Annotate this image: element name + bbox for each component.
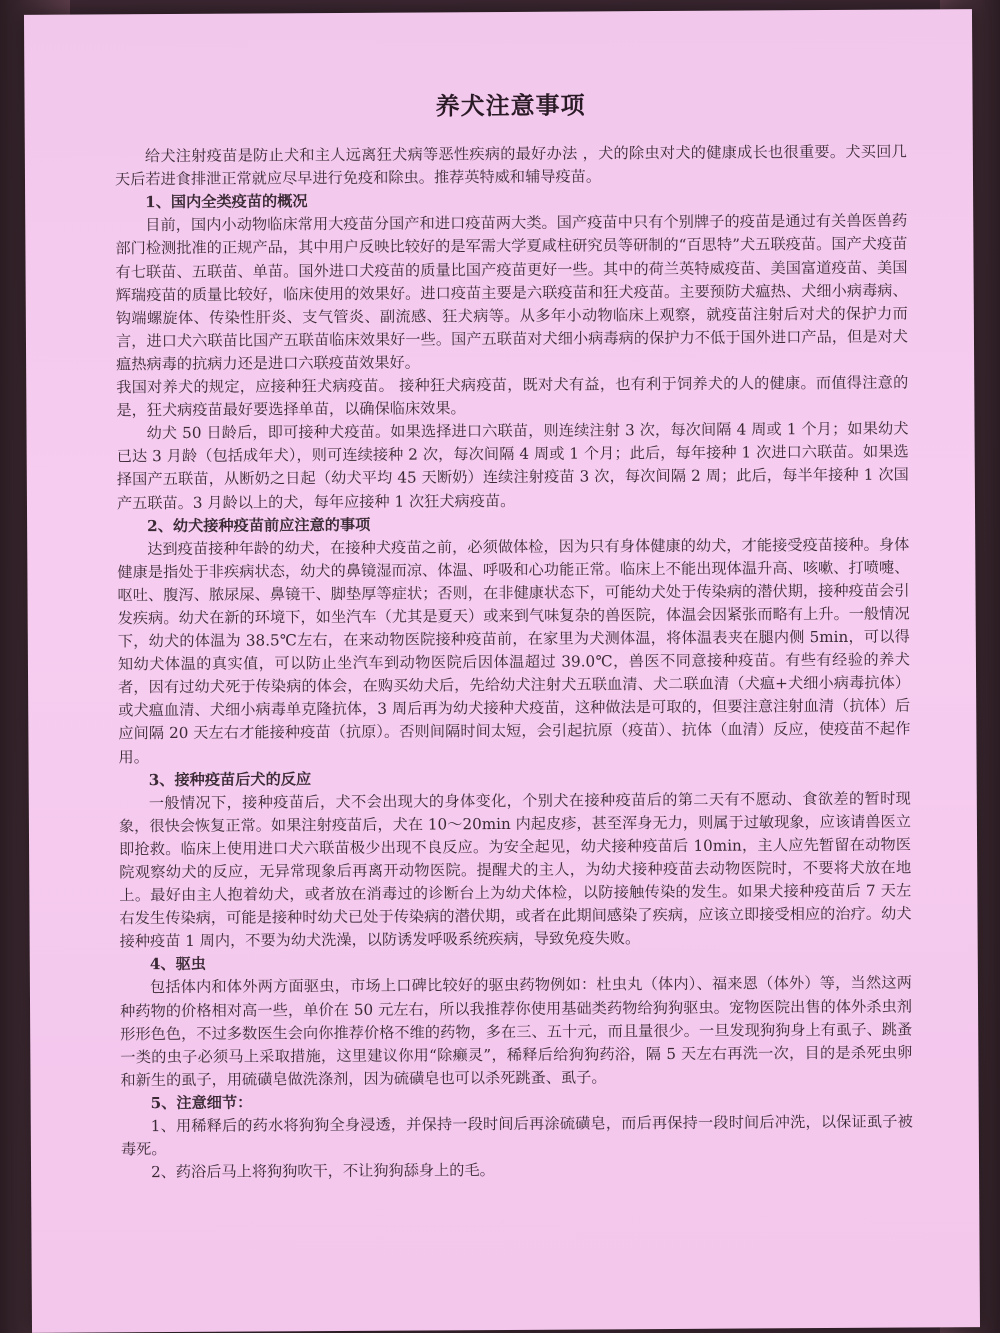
- section-paragraph: 幼犬 50 日龄后，即可接种犬疫苗。如果选择进口六联苗，则连续注射 3 次，每次间隔 4 周或 1 个月；如果幼犬已达 3 月龄（包括成年犬），则可连续接种 2 次，每次间隔 4 周或 1 个月；此后，每年接种 1 次进口六联苗。如果选择国产五联苗，从断奶之日起（幼犬平均 45 天断奶）连续注射疫苗 3 次，每次间隔 2 周；此后，每半年接种 1 次国产五联苗。3 月龄以上的犬，每年应接种 1 次狂犬病疫苗。: [116, 419, 909, 512]
- section-heading: 3、接种疫苗后犬的反应: [148, 769, 312, 789]
- section-heading: 4、驱虫: [149, 955, 206, 974]
- paper-sheet: [24, 9, 980, 1333]
- intro-paragraph: 给犬注射疫苗是防止犬和主人远离狂犬病等恶性疾病的最好办法 ，犬的除虫对犬的健康成长也很重要。犬买回几天后若进食排泄正常就应尽早进行免疫和除虫。推荐英特威和辅导疫苗。: [114, 142, 907, 189]
- document-title: 养犬注意事项: [435, 90, 586, 121]
- section-vaccine-overview: [115, 187, 909, 515]
- section-paragraph: 1、用稀释后的药水将狗狗全身浸透，并保持一段时间后再涂硫磺皂，而后再保持一段时间后冲洗，以保证虱子被毒死。: [120, 1112, 913, 1159]
- section-after-vaccination: [119, 764, 912, 954]
- document-body: [114, 92, 913, 1185]
- section-paragraph: 2、药浴后马上将狗狗吹干，不让狗狗舔身上的毛。: [151, 1161, 495, 1182]
- section-heading: 1、国内全类疫苗的概况: [145, 192, 308, 212]
- section-details: [121, 1087, 914, 1184]
- section-heading: 2、幼犬接种疫苗前应注意的事项: [147, 515, 371, 535]
- section-heading: 5、注意细节：: [150, 1093, 253, 1113]
- section-paragraph: 我国对养犬的规定，应接种狂犬病疫苗。 接种狂犬病疫苗，既对犬有益，也有利于饲养犬的人的健康。而值得注意的是，狂犬病疫苗最好要选择单苗，以确保临床效果。: [116, 373, 909, 420]
- section-paragraph: 一般情况下，接种疫苗后，犬不会出现大的身体变化，个别犬在接种疫苗后的第二天有不愿动、食欲差的暂时现象，很快会恢复正常。如果注射疫苗后，犬在 10～20min 内起皮疹，甚至浑身无力，则属于过敏现象，应该请兽医立即抢救。临床上使用进口犬六联苗极少出现不良反应。为安全起见，幼犬接种疫苗后 10min，主人应先暂留在动物医院观察幼犬的反应，无异常现象后再离开动物医院。提醒犬的主人，为幼犬接种疫苗去动物医院时，不要将犬放在地上。最好由主人抱着幼犬，或者放在消毒过的诊断台上为幼犬体检，以防接触传染的发生。如果犬接种疫苗后 7 天左右发生传染病，可能是接种时幼犬已处于传染病的潜伏期，或者在此期间感染了疾病，应该立即接受相应的治疗。幼犬接种疫苗 1 周内，不要为幼犬洗澡，以防诱发呼吸系统疾病，导致免疫失败。: [118, 789, 912, 951]
- section-paragraph: 达到疫苗接种年龄的幼犬，在接种犬疫苗之前，必须做体检，因为只有身体健康的幼犬，才能接受疫苗接种。身体健康是指处于非疾病状态，幼犬的鼻镜湿而凉、体温、呼吸和心功能正常。临床上不能出现体温升高、咳嗽、打喷嚏、呕吐、腹泻、脓尿屎、鼻镜干、脚垫厚等症状；否则，在非健康状态下，可能幼犬处于传染病的潜伏期，接种疫苗会引发疾病。幼犬在新的环境下，如坐汽车（尤其是夏天）或来到气味复杂的兽医院，体温会因紧张而略有上升。一般情况下，幼犬的体温为 38.5℃左右，在来动物医院接种疫苗前，在家里为犬测体温，将体温表夹在腿内侧 5min，可以得知幼犬体温的真实值，可以防止坐汽车到动物医院后因体温超过 39.0℃，兽医不同意接种疫苗。有些有经验的养犬者，因有过幼犬死于传染病的体会，在购买幼犬后，先给幼犬注射犬五联血清、犬二联血清（犬瘟+犬细小病毒抗体）或犬瘟血清、犬细小病毒单克隆抗体，3 周后再为幼犬接种犬疫苗，这种做法是可取的，但要注意注射血清（抗体）后应间隔 20 天左右才能接种疫苗（抗原）。否则间隔时间太短，会引起抗原（疫苗）、抗体（血清）反应，使疫苗不起作用。: [117, 535, 911, 766]
- section-paragraph: 目前，国内小动物临床常用大疫苗分国产和进口疫苗两大类。国产疫苗中只有个别牌子的疫苗是通过有关兽医兽药部门检测批准的正规产品，其中用户反映比较好的是军需大学夏咸柱研究员等研制的“百思特”犬五联疫苗。国产犬疫苗有七联苗、五联苗、单苗。国外进口犬疫苗的质量比国产疫苗更好一些。其中的荷兰英特威疫苗、美国富道疫苗、美国辉瑞疫苗的质量比较好，临床使用的效果好。进口疫苗主要是六联疫苗和狂犬疫苗。主要预防犬瘟热、犬细小病毒病、钩端螺旋体、传染性肝炎、支气管炎、副流感、狂犬病等。从多年小动物临床上观察，就疫苗注射后对犬的保护力而言，进口犬六联苗比国产五联苗临床效果好一些。国产五联苗对犬细小病毒病的保护力不低于国外进口产品，但是对犬瘟热病毒的抗病力还是进口六联疫苗效果好。: [115, 211, 909, 374]
- section-before-vaccination: [117, 510, 911, 769]
- section-deworming: [120, 949, 913, 1092]
- section-paragraph: 包括体内和体外两方面驱虫，市场上口碑比较好的驱虫药物例如：杜虫丸（体内）、福来恩（体外）等，当然这两种药物的价格相对高一些，单价在 50 元左右，所以我推荐你使用基础类药物给狗狗驱虫。宠物医院出售的体外杀虫剂形形色色，不过多数医生会向你推荐价格不维的药物，多在三、五十元，而且量很少。一旦发现狗狗身上有虱子、跳蚤一类的虫子必须马上采取措施，这里建议你用“除癞灵”，稀释后给狗狗药浴，隔 5 天左右再洗一次，目的是杀死虫卵和新生的虱子，用硫磺皂做洗涤剂，因为硫磺皂也可以杀死跳蚤、虱子。: [120, 973, 913, 1090]
